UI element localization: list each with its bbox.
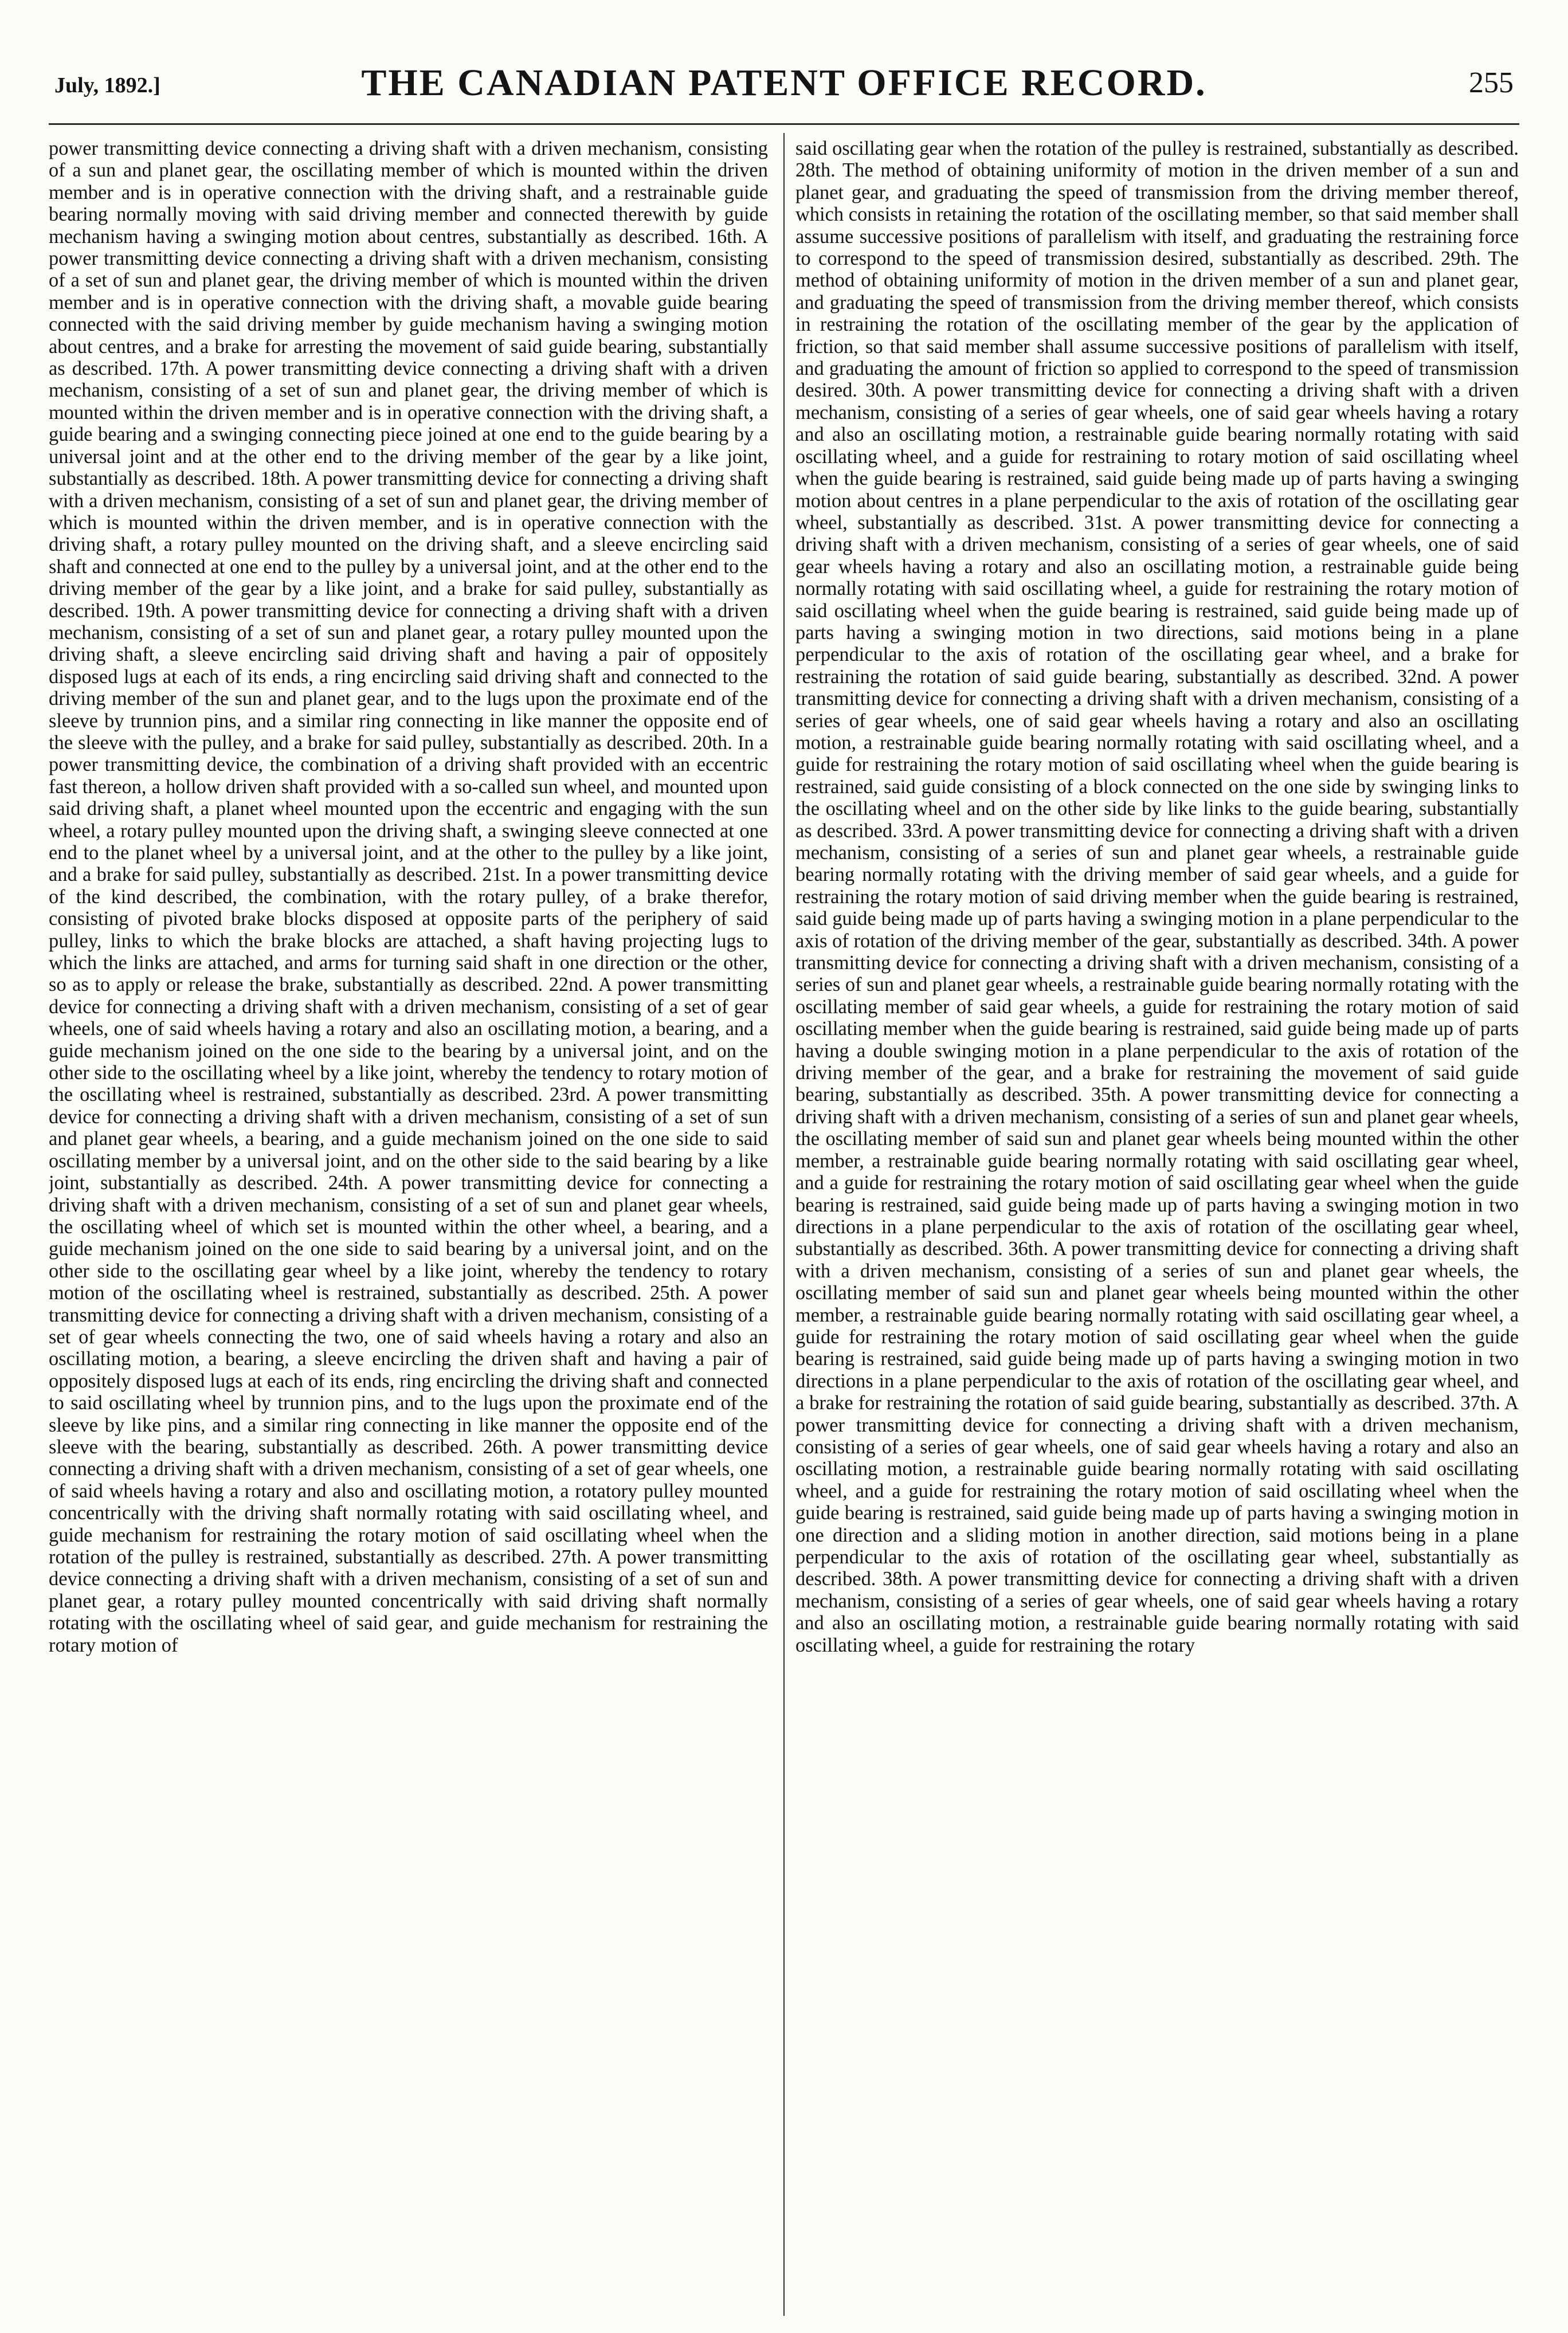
right-column: [795, 138, 1519, 2315]
header-rule: [49, 123, 1519, 125]
issue-date: July, 1892.]: [54, 73, 160, 97]
page-header: [54, 49, 1514, 112]
page-number: 255: [1469, 66, 1514, 99]
left-column: [49, 138, 768, 2315]
right-column-text: said oscillating gear when the rotation of the pulley is restrained, substantially as described. 28th. The method of obtaining uniformity of motion in the driven member of a sun and planet gear, and graduating the speed of transmission from the driving member thereof, which consists in retaining the rotation of the oscillating member, so that said member shall assume successive positions of parallelism with itself, and graduating the restraining force to correspond to the speed of transmission desired, substantially as described. 29th. The method of obtaining uniformity of motion in the driven member of a sun and planet gear, and graduating the speed of transmission from the driving member thereof, which consists in restraining the rotation of the oscillating member of the gear by the application of friction, so that said member shall assume successive positions of parallelism with itself, and graduating the amount of friction so applied to correspond to the speed of transmission desired. 30th. A power transmitting device for connecting a driving shaft with a driven mechanism, consisting of a series of gear wheels, one of said gear wheels having a rotary and also an oscillating motion, a restrainable guide bearing normally rotating with said oscillating wheel, and a guide for restraining to rotary motion of said oscillating wheel when the guide bearing is restrained, said guide being made up of parts having a swinging motion about centres in a plane perpendicular to the axis of rotation of the oscillating gear wheel, substantially as described. 31st. A power transmitting device for connecting a driving shaft with a driven mechanism, consisting of a series of gear wheels, one of said gear wheels having a rotary and also an oscillating motion, a restrainable guide being normally rotating with said oscillating wheel, a guide for restraining the rotary motion of said oscillating wheel when the guide bearing is restrained, said guide being made up of parts having a swinging motion in two directions, said motions being in a plane perpendicular to the axis of rotation of the oscillating gear wheel, and a brake for restraining the rotation of said guide bearing, substantially as described. 32nd. A power transmitting device for connecting a driving shaft with a driven mechanism, consisting of a series of gear wheels, one of said gear wheels having a rotary and also an oscillating motion, a restrainable guide bearing normally rotating with said oscillating wheel, and a guide for restraining the rotary motion of said oscillating wheel when the guide bearing is restrained, said guide consisting of a block connected on the one side by swinging links to the oscillating wheel and on the other side by like links to the guide bearing, substantially as described. 33rd. A power transmitting device for connecting a driving shaft with a driven mechanism, consisting of a series of sun and planet gear wheels, a restrainable guide bearing normally rotating with the driving member of said gear wheels, and a guide for restraining the rotary motion of said driving member when the guide bearing is restrained, said guide being made up of parts having a swinging motion in a plane perpendicular to the axis of rotation of the driving member of the gear, substantially as described. 34th. A power transmitting device for connecting a driving shaft with a driven mechanism, consisting of a series of sun and planet gear wheels, a restrainable guide bearing normally rotating with the oscillating member of said gear wheels, a guide for restraining the rotary motion of said oscillating member when the guide bearing is restrained, said guide being made up of parts having a double swinging motion in a plane perpendicular to the axis of rotation of the driving member of the gear, and a brake for restraining the movement of said guide bearing, substantially as described. 35th. A power transmitting device for connecting a driving shaft with a driven mechanism, consisting of a series of sun and planet gear wheels, the oscillating member of said sun and planet gear wheels being mounted within the other member, a restrainable guide bearing normally rotating with said oscillating gear wheel, and a guide for restraining the rotary motion of said oscillating gear wheel when the guide bearing is restrained, said guide being made up of parts having a swinging motion in two directions in a plane perpendicular to the axis of rotation of the oscillating gear wheel, substantially as described. 36th. A power transmitting device for connecting a driving shaft with a driven mechanism, consisting of a series of sun and planet gear wheels, the oscillating member of said sun and planet gear wheels being mounted within the other member, a restrainable guide bearing normally rotating with said oscillating gear wheel, a guide for restraining the rotary motion of said oscillating gear wheel when the guide bearing is restrained, said guide being made up of parts having a swinging motion in two directions in a plane perpendicular to the axis of rotation of the oscillating gear wheel, and a brake for restraining the rotation of said guide bearing, substantially as described. 37th. A power transmitting device for connecting a driving shaft with a driven mechanism, consisting of a series of gear wheels, one of said gear wheels having a rotary and also an oscillating motion, a restrainable guide bearing normally rotating with said oscillating wheel, and a guide for restraining the rotary motion of said oscillating wheel when the guide bearing is restrained, said guide being made up of parts having a swinging motion in one direction and a sliding motion in another direction, said motions being in a plane perpendicular to the axis of rotation of the oscillating gear wheel, substantially as described. 38th. A power transmitting device for connecting a driving shaft with a driven mechanism, consisting of a series of gear wheels, one of said gear wheels having a rotary and also an oscillating motion, a restrainable guide bearing normally rotating with said oscillating wheel, a guide for restraining the rotary: [795, 138, 1519, 1656]
left-column-text: power transmitting device connecting a driving shaft with a driven mechanism, consisting of a sun and planet gear, the oscillating member of which is mounted within the driven member and is in operative connection with the driving shaft, and a restrainable guide bearing normally moving with said driving member and connected therewith by guide mechanism having a swinging motion about centres, substantially as described. 16th. A power transmitting device connecting a driving shaft with a driven mechanism, consisting of a set of sun and planet gear, the driving member of which is mounted within the driven member and is in operative connection with the driving shaft, a movable guide bearing connected with the said driving member by guide mechanism having a swinging motion about centres, and a brake for arresting the movement of said guide bearing, substantially as described. 17th. A power transmitting device connecting a driving shaft with a driven mechanism, consisting of a set of sun and planet gear, the driving member of which is mounted within the driven member and is in operative connection with the driving shaft, a guide bearing and a swinging connecting piece joined at one end to the guide bearing by a universal joint and at the other end to the driving member of the gear by a like joint, substantially as described. 18th. A power transmitting device for connecting a driving shaft with a driven mechanism, consisting of a set of sun and planet gear, the driving member of which is mounted within the driven member, and is in operative connection with the driving shaft, a rotary pulley mounted on the driving shaft, and a sleeve encircling said shaft and connected at one end to the pulley by a universal joint, and at the other end to the driving member of the gear by a like joint, and a brake for said pulley, substantially as described. 19th. A power transmitting device for connecting a driving shaft with a driven mechanism, consisting of a set of sun and planet gear, a rotary pulley mounted upon the driving shaft, a sleeve encircling said driving shaft and having a pair of oppositely disposed lugs at each of its ends, a ring encircling said driving shaft and connected to the driving member of the sun and planet gear, and to the lugs upon the proximate end of the sleeve by trunnion pins, and a similar ring connecting in like manner the opposite end of the sleeve with the pulley, and a brake for said pulley, substantially as described. 20th. In a power transmitting device, the combination of a driving shaft provided with an eccentric fast thereon, a hollow driven shaft provided with a so-called sun wheel, and mounted upon said driving shaft, a planet wheel mounted upon the eccentric and engaging with the sun wheel, a rotary pulley mounted upon the driving shaft, a swinging sleeve connected at one end to the planet wheel by a universal joint, and at the other to the pulley by a like joint, and a brake for said pulley, substantially as described. 21st. In a power transmitting device of the kind described, the combination, with the rotary pulley, of a brake therefor, consisting of pivoted brake blocks disposed at opposite parts of the periphery of said pulley, links to which the brake blocks are attached, a shaft having projecting lugs to which the links are attached, and arms for turning said shaft in one direction or the other, so as to apply or release the brake, substantially as described. 22nd. A power transmitting device for connecting a driving shaft with a driven mechanism, consisting of a set of gear wheels, one of said wheels having a rotary and also an oscillating motion, a bearing, and a guide mechanism joined on the one side to the bearing by a universal joint, and on the other side to the oscillating wheel by a like joint, whereby the tendency to rotary motion of the oscillating wheel is restrained, substantially as described. 23rd. A power transmitting device for connecting a driving shaft with a driven mechanism, consisting of a set of sun and planet gear wheels, a bearing, and a guide mechanism joined on the one side to said oscillating member by a universal joint, and on the other side to the said bearing by a like joint, substantially as described. 24th. A power transmitting device for connecting a driving shaft with a driven mechanism, consisting of a set of sun and planet gear wheels, the oscillating wheel of which set is mounted within the other wheel, a bearing, and a guide mechanism joined on the one side to said bearing by a universal joint, and on the other side to the oscillating gear wheel by a like joint, whereby the tendency to rotary motion of the oscillating wheel is restrained, substantially as described. 25th. A power transmitting device for connecting a driving shaft with a driven mechanism, consisting of a set of gear wheels connecting the two, one of said wheels having a rotary and also an oscillating motion, a bearing, a sleeve encircling the driven shaft and having a pair of oppositely disposed lugs at each of its ends, ring encircling the driving shaft and connected to said oscillating wheel by trunnion pins, and to the lugs upon the proximate end of the sleeve by like pins, and a similar ring connecting in like manner the opposite end of the sleeve with the bearing, substantially as described. 26th. A power transmitting device connecting a driving shaft with a driven mechanism, consisting of a set of gear wheels, one of said wheels having a rotary and also and oscillating motion, a rotatory pulley mounted concentrically with the driving shaft normally rotating with said oscillating wheel, and guide mechanism for restraining the rotary motion of said oscillating wheel when the rotation of the pulley is restrained, substantially as described. 27th. A power transmitting device connecting a driving shaft with a driven mechanism, consisting of a set of sun and planet gear, a rotary pulley mounted concentrically with said driving shaft normally rotating with the oscillating wheel of said gear, and guide mechanism for restraining the rotary motion of: [49, 138, 768, 1656]
publication-title: THE CANADIAN PATENT OFFICE RECORD.: [361, 62, 1207, 104]
column-divider: [783, 133, 785, 2316]
